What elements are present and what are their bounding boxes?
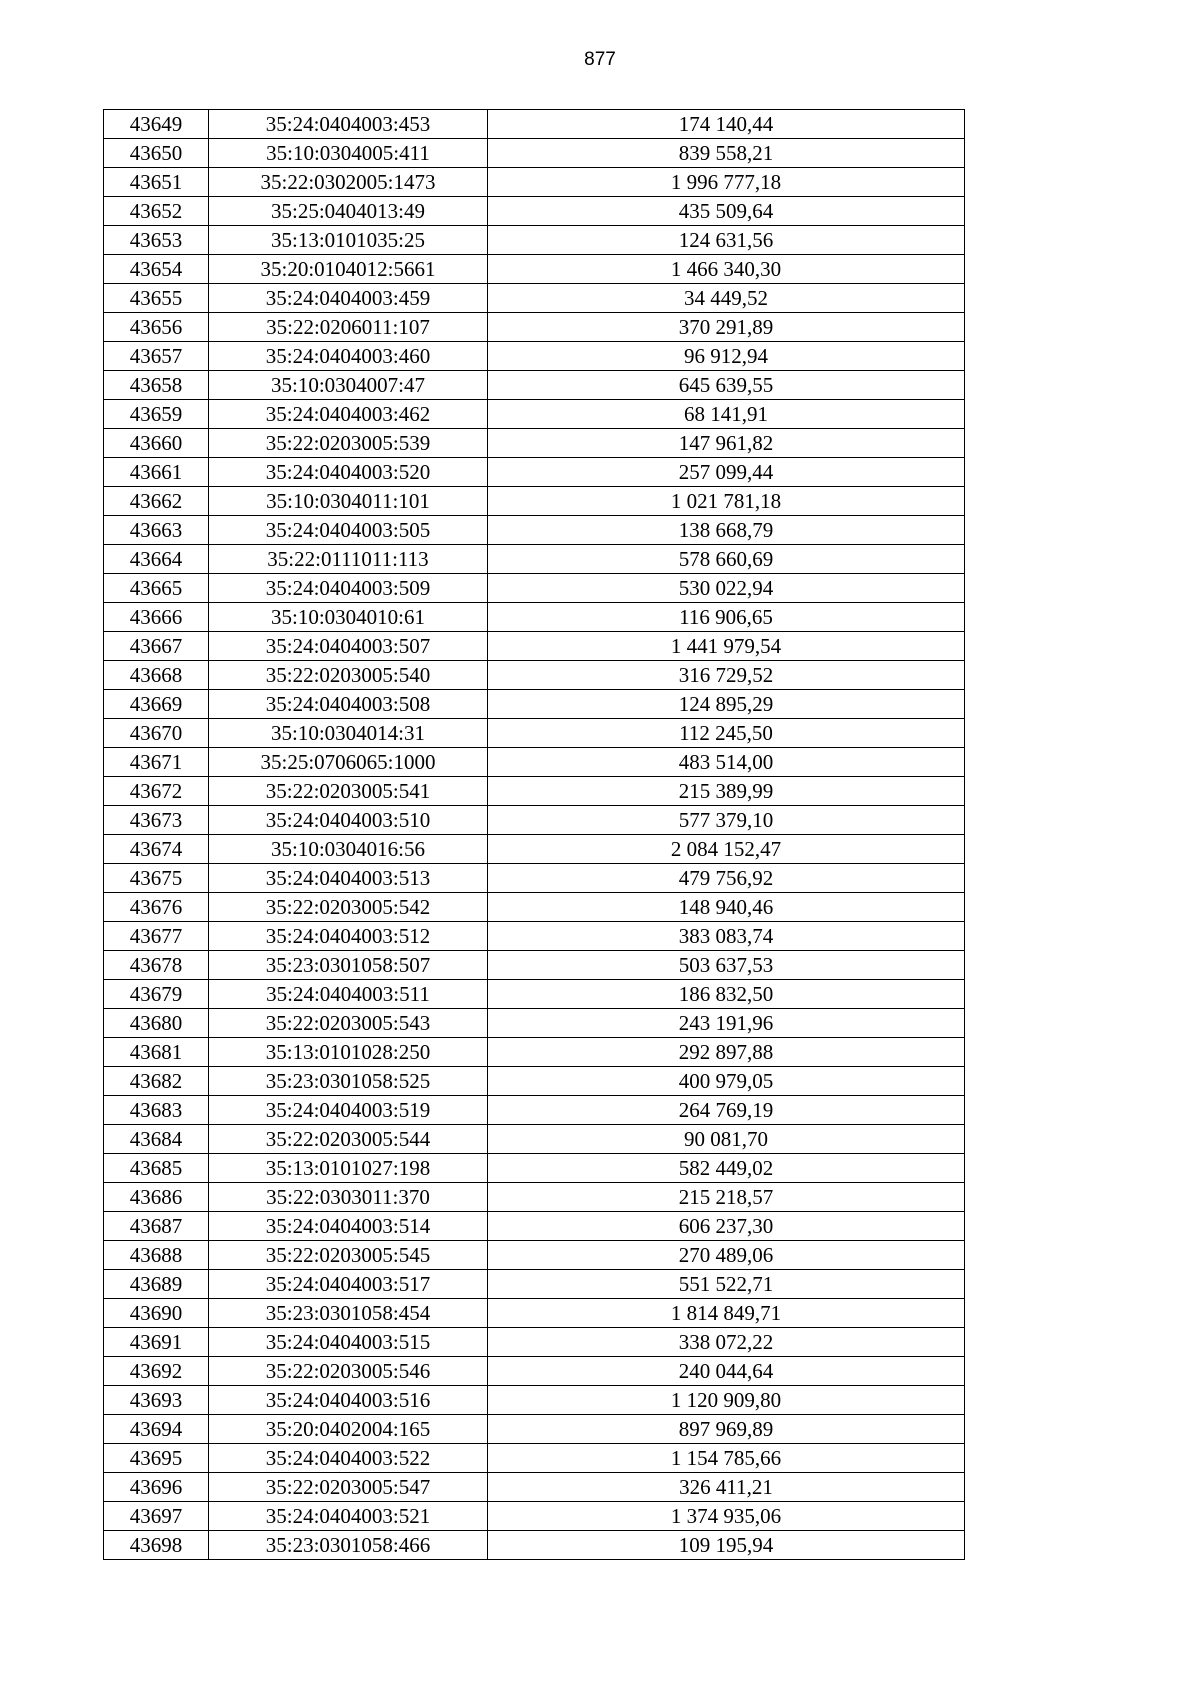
row-number-cell: 43654 [104,255,209,284]
cadastral-value-cell: 124 895,29 [488,690,965,719]
row-number-cell: 43694 [104,1415,209,1444]
cadastral-number-cell: 35:10:0304011:101 [209,487,488,516]
row-number-cell: 43681 [104,1038,209,1067]
cadastral-number-cell: 35:24:0404003:513 [209,864,488,893]
cadastral-value-cell: 116 906,65 [488,603,965,632]
cadastral-number-cell: 35:20:0104012:5661 [209,255,488,284]
cadastral-number-cell: 35:24:0404003:505 [209,516,488,545]
cadastral-number-cell: 35:24:0404003:517 [209,1270,488,1299]
row-number-cell: 43669 [104,690,209,719]
table-row [104,1415,965,1444]
table-row [104,864,965,893]
cadastral-number-cell: 35:22:0203005:545 [209,1241,488,1270]
row-number-cell: 43666 [104,603,209,632]
row-number-cell: 43690 [104,1299,209,1328]
cadastral-number-cell: 35:10:0304005:411 [209,139,488,168]
cadastral-number-cell: 35:24:0404003:516 [209,1386,488,1415]
cadastral-number-cell: 35:23:0301058:466 [209,1531,488,1560]
row-number-cell: 43676 [104,893,209,922]
cadastral-value-cell: 326 411,21 [488,1473,965,1502]
cadastral-number-cell: 35:24:0404003:453 [209,110,488,139]
table-row [104,1125,965,1154]
cadastral-value-cell: 530 022,94 [488,574,965,603]
table-row [104,487,965,516]
row-number-cell: 43673 [104,806,209,835]
table-row [104,284,965,313]
cadastral-number-cell: 35:22:0203005:543 [209,1009,488,1038]
row-number-cell: 43685 [104,1154,209,1183]
cadastral-value-cell: 1 120 909,80 [488,1386,965,1415]
row-number-cell: 43660 [104,429,209,458]
table-row [104,719,965,748]
table-row [104,1444,965,1473]
table-body [104,110,965,1560]
row-number-cell: 43667 [104,632,209,661]
row-number-cell: 43653 [104,226,209,255]
cadastral-value-cell: 582 449,02 [488,1154,965,1183]
table-row [104,1183,965,1212]
cadastral-value-cell: 138 668,79 [488,516,965,545]
cadastral-value-cell: 215 218,57 [488,1183,965,1212]
cadastral-value-cell: 483 514,00 [488,748,965,777]
table-row [104,661,965,690]
table-row [104,1502,965,1531]
cadastral-value-cell: 147 961,82 [488,429,965,458]
row-number-cell: 43678 [104,951,209,980]
table-row [104,980,965,1009]
row-number-cell: 43658 [104,371,209,400]
cadastral-value-cell: 148 940,46 [488,893,965,922]
table-row [104,632,965,661]
table-row [104,574,965,603]
cadastral-value-cell: 186 832,50 [488,980,965,1009]
table-row [104,893,965,922]
page-number: 877 [584,49,616,70]
cadastral-value-cell: 551 522,71 [488,1270,965,1299]
table-row [104,1009,965,1038]
cadastral-number-cell: 35:24:0404003:510 [209,806,488,835]
row-number-cell: 43687 [104,1212,209,1241]
cadastral-value-cell: 897 969,89 [488,1415,965,1444]
cadastral-number-cell: 35:22:0303011:370 [209,1183,488,1212]
cadastral-value-cell: 34 449,52 [488,284,965,313]
cadastral-value-cell: 479 756,92 [488,864,965,893]
row-number-cell: 43679 [104,980,209,1009]
cadastral-number-cell: 35:24:0404003:462 [209,400,488,429]
cadastral-number-cell: 35:22:0203005:541 [209,777,488,806]
cadastral-number-cell: 35:10:0304014:31 [209,719,488,748]
table-row [104,1241,965,1270]
table-row [104,1212,965,1241]
table-row [104,1299,965,1328]
cadastral-number-cell: 35:24:0404003:520 [209,458,488,487]
cadastral-value-cell: 257 099,44 [488,458,965,487]
row-number-cell: 43688 [104,1241,209,1270]
table-row [104,951,965,980]
row-number-cell: 43686 [104,1183,209,1212]
row-number-cell: 43682 [104,1067,209,1096]
table-row [104,516,965,545]
table-row [104,429,965,458]
cadastral-number-cell: 35:24:0404003:508 [209,690,488,719]
table-row [104,748,965,777]
row-number-cell: 43691 [104,1328,209,1357]
cadastral-value-cell: 1 021 781,18 [488,487,965,516]
table-row [104,690,965,719]
table-row [104,110,965,139]
cadastral-value-cell: 292 897,88 [488,1038,965,1067]
cadastral-value-cell: 1 996 777,18 [488,168,965,197]
table-row [104,371,965,400]
cadastral-number-cell: 35:24:0404003:519 [209,1096,488,1125]
row-number-cell: 43655 [104,284,209,313]
cadastral-value-cell: 400 979,05 [488,1067,965,1096]
cadastral-value-cell: 1 441 979,54 [488,632,965,661]
row-number-cell: 43698 [104,1531,209,1560]
cadastral-value-cell: 90 081,70 [488,1125,965,1154]
cadastral-value-cell: 243 191,96 [488,1009,965,1038]
row-number-cell: 43692 [104,1357,209,1386]
cadastral-value-cell: 264 769,19 [488,1096,965,1125]
cadastral-number-cell: 35:24:0404003:512 [209,922,488,951]
cadastral-value-cell: 215 389,99 [488,777,965,806]
row-number-cell: 43695 [104,1444,209,1473]
cadastral-number-cell: 35:24:0404003:514 [209,1212,488,1241]
cadastral-number-cell: 35:22:0203005:540 [209,661,488,690]
table-row [104,1473,965,1502]
row-number-cell: 43656 [104,313,209,342]
row-number-cell: 43652 [104,197,209,226]
cadastral-value-cell: 645 639,55 [488,371,965,400]
cadastral-number-cell: 35:23:0301058:507 [209,951,488,980]
row-number-cell: 43697 [104,1502,209,1531]
table-row [104,922,965,951]
table-row [104,835,965,864]
cadastral-number-cell: 35:24:0404003:515 [209,1328,488,1357]
row-number-cell: 43659 [104,400,209,429]
cadastral-number-cell: 35:23:0301058:525 [209,1067,488,1096]
cadastral-value-cell: 240 044,64 [488,1357,965,1386]
cadastral-number-cell: 35:10:0304007:47 [209,371,488,400]
cadastral-value-cell: 503 637,53 [488,951,965,980]
cadastral-number-cell: 35:10:0304010:61 [209,603,488,632]
table-row [104,168,965,197]
cadastral-number-cell: 35:23:0301058:454 [209,1299,488,1328]
cadastral-value-cell: 1 374 935,06 [488,1502,965,1531]
cadastral-value-cell: 112 245,50 [488,719,965,748]
cadastral-number-cell: 35:24:0404003:509 [209,574,488,603]
table-row [104,1328,965,1357]
cadastral-number-cell: 35:13:0101028:250 [209,1038,488,1067]
cadastral-value-cell: 338 072,22 [488,1328,965,1357]
table-row [104,1531,965,1560]
table-row [104,1357,965,1386]
row-number-cell: 43680 [104,1009,209,1038]
row-number-cell: 43650 [104,139,209,168]
row-number-cell: 43693 [104,1386,209,1415]
cadastral-number-cell: 35:13:0101035:25 [209,226,488,255]
cadastral-value-cell: 435 509,64 [488,197,965,226]
row-number-cell: 43662 [104,487,209,516]
row-number-cell: 43665 [104,574,209,603]
cadastral-value-cell: 109 195,94 [488,1531,965,1560]
table-row [104,1096,965,1125]
table-row [104,255,965,284]
row-number-cell: 43663 [104,516,209,545]
row-number-cell: 43674 [104,835,209,864]
cadastral-number-cell: 35:22:0203005:547 [209,1473,488,1502]
cadastral-value-cell: 383 083,74 [488,922,965,951]
cadastral-value-cell: 839 558,21 [488,139,965,168]
table-row [104,1386,965,1415]
cadastral-value-cell: 606 237,30 [488,1212,965,1241]
table-row [104,777,965,806]
cadastral-number-cell: 35:24:0404003:522 [209,1444,488,1473]
cadastral-value-cell: 578 660,69 [488,545,965,574]
table-row [104,342,965,371]
cadastral-number-cell: 35:24:0404003:507 [209,632,488,661]
cadastral-number-cell: 35:25:0706065:1000 [209,748,488,777]
table-row [104,458,965,487]
table-row [104,139,965,168]
cadastral-value-cell: 370 291,89 [488,313,965,342]
cadastral-value-cell: 124 631,56 [488,226,965,255]
cadastral-number-cell: 35:20:0402004:165 [209,1415,488,1444]
row-number-cell: 43649 [104,110,209,139]
row-number-cell: 43683 [104,1096,209,1125]
row-number-cell: 43668 [104,661,209,690]
cadastral-number-cell: 35:22:0203005:544 [209,1125,488,1154]
table-row [104,1067,965,1096]
cadastral-number-cell: 35:24:0404003:521 [209,1502,488,1531]
row-number-cell: 43664 [104,545,209,574]
cadastral-value-cell: 1 154 785,66 [488,1444,965,1473]
cadastral-number-cell: 35:25:0404013:49 [209,197,488,226]
table-row [104,806,965,835]
cadastral-number-cell: 35:24:0404003:459 [209,284,488,313]
cadastral-number-cell: 35:22:0302005:1473 [209,168,488,197]
cadastral-number-cell: 35:10:0304016:56 [209,835,488,864]
cadastral-number-cell: 35:22:0203005:539 [209,429,488,458]
table-row [104,226,965,255]
table-row [104,1038,965,1067]
row-number-cell: 43657 [104,342,209,371]
table-row [104,545,965,574]
cadastral-number-cell: 35:13:0101027:198 [209,1154,488,1183]
table-row [104,603,965,632]
cadastral-value-cell: 68 141,91 [488,400,965,429]
table-row [104,197,965,226]
cadastral-number-cell: 35:24:0404003:511 [209,980,488,1009]
row-number-cell: 43672 [104,777,209,806]
table-row [104,1154,965,1183]
cadastral-number-cell: 35:22:0203005:542 [209,893,488,922]
cadastral-value-table [103,109,965,1560]
row-number-cell: 43670 [104,719,209,748]
cadastral-value-cell: 577 379,10 [488,806,965,835]
row-number-cell: 43696 [104,1473,209,1502]
cadastral-value-cell: 316 729,52 [488,661,965,690]
table-row [104,400,965,429]
cadastral-value-cell: 174 140,44 [488,110,965,139]
row-number-cell: 43651 [104,168,209,197]
row-number-cell: 43675 [104,864,209,893]
cadastral-number-cell: 35:22:0206011:107 [209,313,488,342]
cadastral-value-cell: 1 814 849,71 [488,1299,965,1328]
row-number-cell: 43671 [104,748,209,777]
row-number-cell: 43689 [104,1270,209,1299]
row-number-cell: 43661 [104,458,209,487]
cadastral-number-cell: 35:24:0404003:460 [209,342,488,371]
cadastral-number-cell: 35:22:0111011:113 [209,545,488,574]
cadastral-value-cell: 1 466 340,30 [488,255,965,284]
table-row [104,1270,965,1299]
cadastral-value-cell: 270 489,06 [488,1241,965,1270]
row-number-cell: 43677 [104,922,209,951]
cadastral-value-cell: 2 084 152,47 [488,835,965,864]
row-number-cell: 43684 [104,1125,209,1154]
cadastral-number-cell: 35:22:0203005:546 [209,1357,488,1386]
cadastral-value-cell: 96 912,94 [488,342,965,371]
table-row [104,313,965,342]
